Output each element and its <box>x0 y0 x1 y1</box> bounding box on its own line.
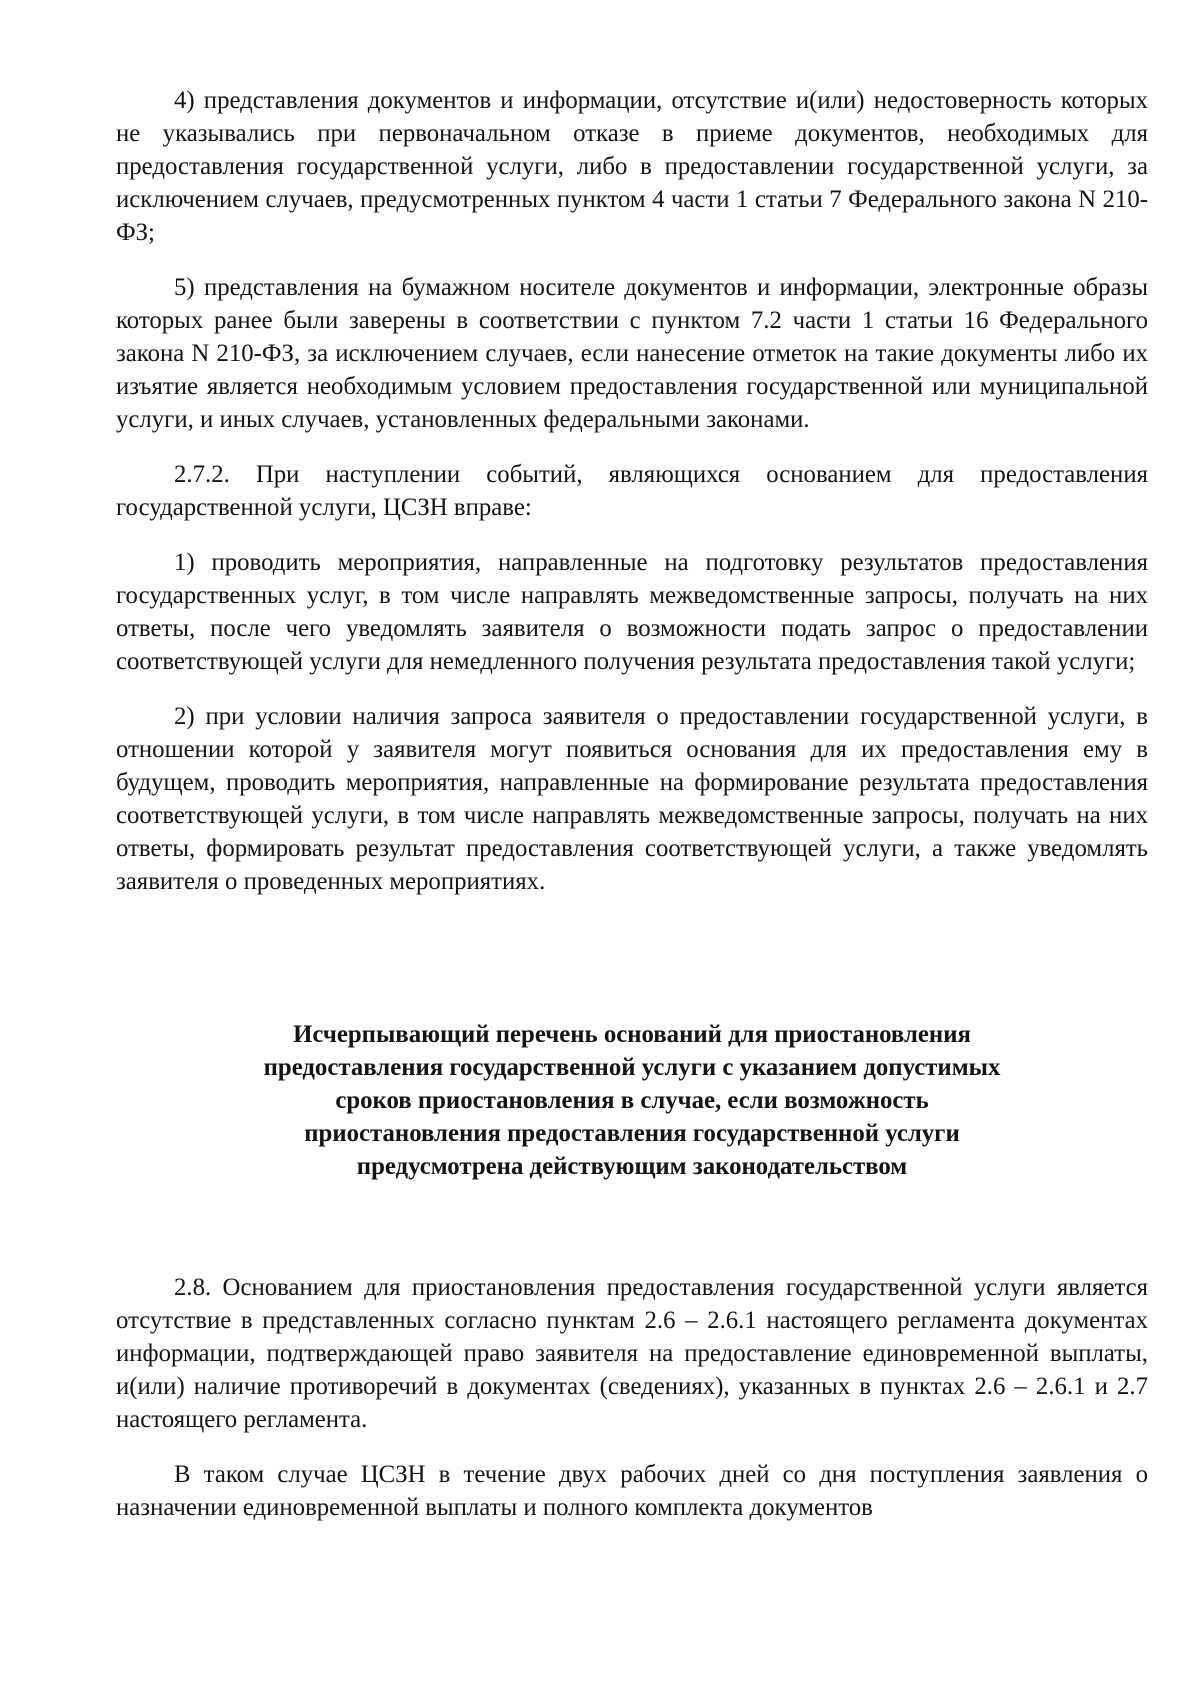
paragraph-2-8: 2.8. Основанием для приостановления предоставления государственной услуги является отсутствие в представленных согласно пунктам 2.6 – 2.6.1 настоящего регламента документах информации, подтверждающей право заявителя на предоставление единовременной выплаты, и(или) наличие противоречий в документах (сведениях), указанных в пунктах 2.6 – 2.6.1 и 2.7 настоящего регламента. <box>116 1274 1148 1433</box>
paragraph-item-5: 5) представления на бумажном носителе документов и информации, электронные образы которых ранее были заверены в соответствии с пунктом 7.2 части 1 статьи 16 Федерального закона N 210-ФЗ, за исключением случаев, если нанесение отметок на такие документы либо их изъятие является необходимым условием предоставления государственной или муниципальной услуги, и иных случаев, установленных федеральными законами. <box>116 274 1148 433</box>
paragraph-in-this-case: В таком случае ЦСЗН в течение двух рабочих дней со дня поступления заявления о назначении единовременной выплаты и полного комплекта документов <box>116 1461 1148 1521</box>
document-body <box>116 84 1148 1546</box>
heading-line-3: сроков приостановления в случае, если возможность <box>335 1087 929 1114</box>
spacer <box>116 1183 1148 1271</box>
section-heading <box>192 1018 1072 1183</box>
paragraph-2-7-2: 2.7.2. При наступлении событий, являющихся основанием для предоставления государственной услуги, ЦСЗН вправе: <box>116 461 1148 521</box>
heading-line-5: предусмотрена действующим законодательством <box>356 1153 908 1180</box>
paragraph-sub-1: 1) проводить мероприятия, направленные на подготовку результатов предоставления государственных услуг, в том числе направлять межведомственные запросы, получать на них ответы, после чего уведомлять заявителя о возможности подать запрос о предоставлении соответствующей услуги для немедленного получения результата предоставления такой услуги; <box>116 549 1148 675</box>
paragraph-sub-2: 2) при условии наличия запроса заявителя о предоставлении государственной услуги, в отношении которой у заявителя могут появиться основания для их предоставления ему в будущем, проводить мероприятия, направленные на формирование результата предоставления соответствующей услуги, в том числе направлять межведомственные запросы, получать на них ответы, формировать результат предоставления соответствующей услуги, а также уведомлять заявителя о проведенных мероприятиях. <box>116 703 1148 895</box>
heading-line-4: приостановления предоставления государственной услуги <box>304 1120 960 1147</box>
spacer <box>116 920 1148 1018</box>
heading-line-2: предоставления государственной услуги с указанием допустимых <box>263 1054 1001 1081</box>
heading-line-1: Исчерпывающий перечень оснований для приостановления <box>293 1021 971 1048</box>
paragraph-item-4: 4) представления документов и информации, отсутствие и(или) недостоверность которых не указывались при первоначальном отказе в приеме документов, необходимых для предоставления государственной услуги, либо в предоставлении государственной услуги, за исключением случаев, предусмотренных пунктом 4 части 1 статьи 7 Федерального закона N 210-ФЗ; <box>116 87 1148 246</box>
